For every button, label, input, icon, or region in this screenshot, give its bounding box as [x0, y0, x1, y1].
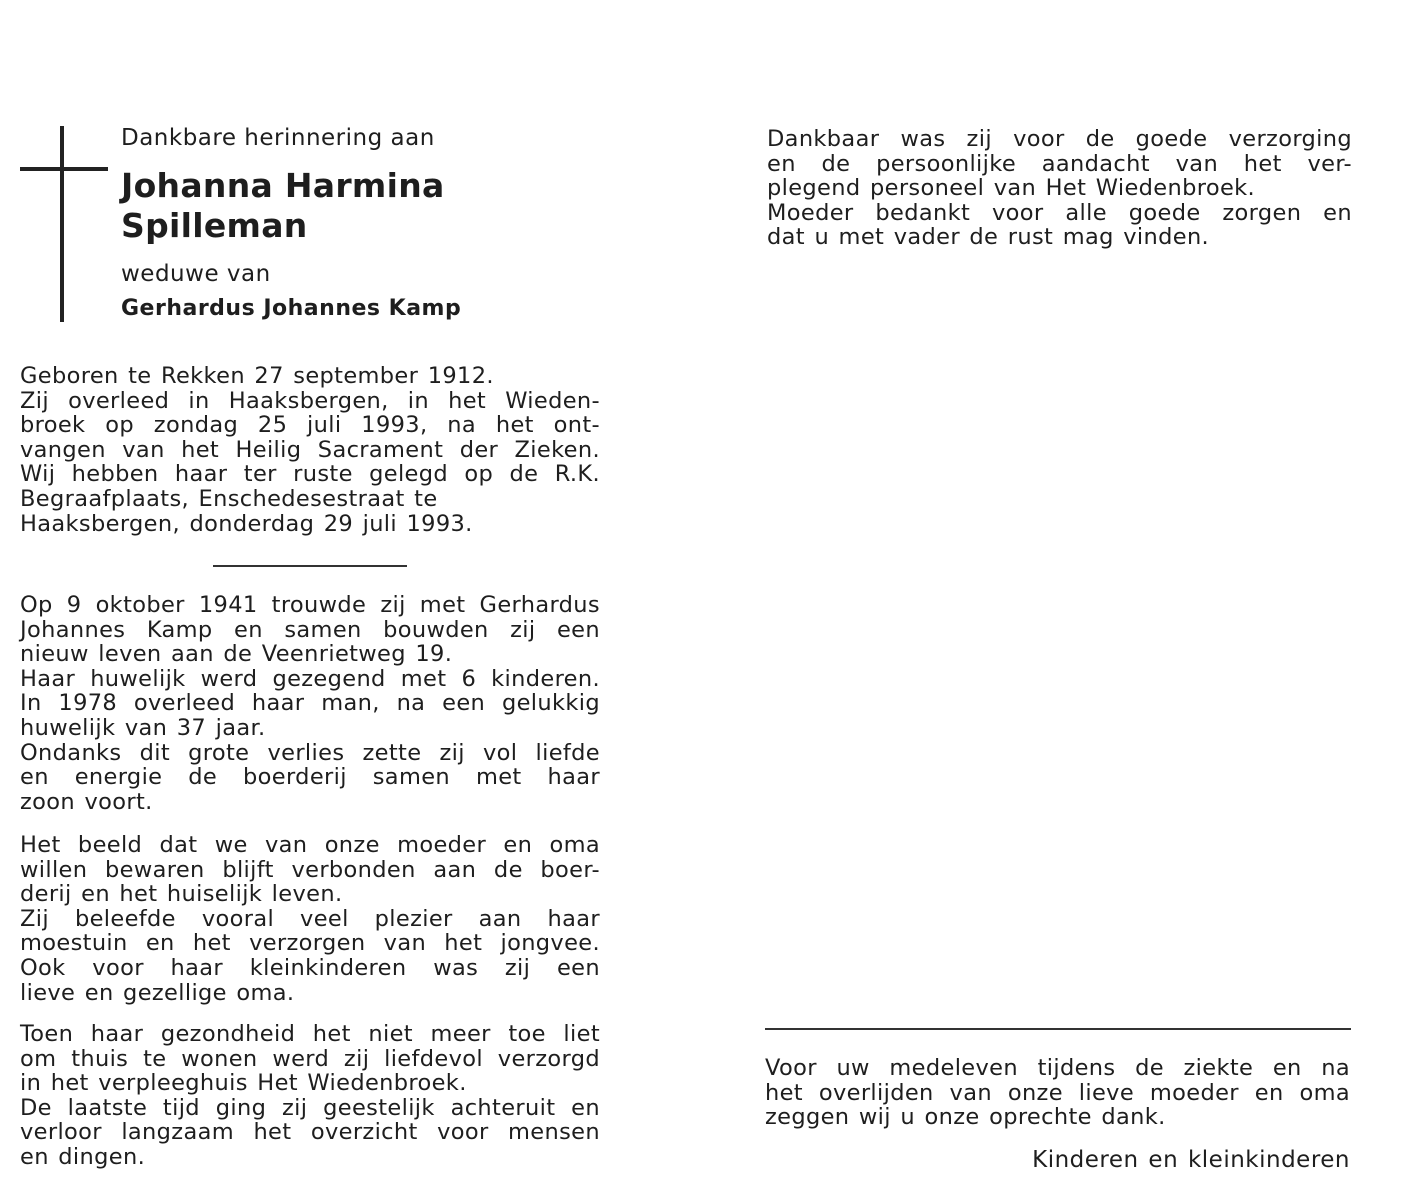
text-line: Het beeld dat we van onze moeder en oma [20, 832, 600, 858]
text-line: en dingen. [20, 1143, 146, 1170]
text-line: Zij overleed in Haaksbergen, in het Wieden- [20, 387, 600, 414]
paragraph-birth-death [20, 364, 600, 536]
text-line: en energie de boerderij samen met haar [20, 764, 600, 791]
text-line: zoon voort. [20, 788, 153, 815]
text-line: derij en het huiselijk leven. [20, 881, 343, 908]
text-line: In 1978 overleed haar man, na een gelukkig [20, 690, 600, 717]
text-line: Op 9 oktober 1941 trouwde zij met Gerhardus [20, 592, 600, 618]
text-line: plegend personeel van Het Wiedenbroek. [767, 175, 1256, 202]
text-line: huwelijk van 37 jaar. [20, 714, 266, 741]
intro-text: Dankbare herinnering aan [121, 125, 435, 151]
text-line: Johannes Kamp en samen bouwden zij een [20, 616, 600, 643]
text-line: Geboren te Rekken 27 september 1912. [20, 363, 494, 389]
deceased-name-line-2: Spilleman [121, 206, 308, 245]
short-divider [213, 565, 407, 567]
paragraph-memories [20, 833, 600, 1005]
text-line: verloor langzaam het overzicht voor mensen [20, 1119, 600, 1146]
text-line: Haar huwelijk werd gezegend met 6 kinderen. [20, 665, 600, 692]
text-line: De laatste tijd ging zij geestelijk achteruit en [20, 1094, 600, 1121]
text-line: broek op zondag 25 juli 1993, na het ont- [20, 412, 600, 439]
text-line: Haaksbergen, donderdag 29 juli 1993. [20, 510, 473, 537]
text-line: Voor uw medeleven tijdens de ziekte en na [765, 1055, 1350, 1081]
memorial-header [121, 122, 461, 324]
paragraph-marriage [20, 593, 600, 814]
text-line: moestuin en het verzorgen van het jongvee. [20, 930, 600, 957]
text-line: Moeder bedankt voor alle goede zorgen en [767, 199, 1352, 226]
text-line: Dankbaar was zij voor de goede verzorging [767, 126, 1352, 152]
widow-label: weduwe van [121, 261, 271, 287]
text-line: in het verpleeghuis Het Wiedenbroek. [20, 1070, 467, 1097]
text-line: nieuw leven aan de Veenrietweg 19. [20, 641, 453, 668]
text-line: zeggen wij u onze oprechte dank. [765, 1104, 1166, 1131]
text-line: dat u met vader de rust mag vinden. [767, 224, 1210, 251]
text-line: Zij beleefde vooral veel plezier aan haar [20, 905, 600, 932]
husband-name: Gerhardus Johannes Kamp [121, 296, 462, 321]
text-line: Toen haar gezondheid het niet meer toe liet [20, 1021, 600, 1047]
text-line: Ook voor haar kleinkinderen was zij een [20, 954, 600, 981]
deceased-name-line-1: Johanna Harmina [121, 166, 445, 205]
text-line: Begraafplaats, Enschedesestraat te [20, 485, 438, 512]
text-line: Ondanks dit grote verlies zette zij vol liefde [20, 739, 600, 766]
paragraph-final-years [20, 1022, 600, 1170]
text-line: Wij hebben haar ter ruste gelegd op de R.K. [20, 461, 600, 488]
text-line: willen bewaren blijft verbonden aan de boer- [20, 856, 600, 883]
paragraph-gratitude-care [767, 127, 1352, 250]
text-line: om thuis te wonen werd zij liefdevol verzorgd [20, 1045, 600, 1072]
long-divider [765, 1028, 1351, 1030]
paragraph-thanks [765, 1056, 1350, 1130]
text-line: het overlijden van onze lieve moeder en oma [765, 1079, 1350, 1106]
signoff: Kinderen en kleinkinderen [1032, 1147, 1350, 1173]
cross-vertical-bar [60, 126, 64, 322]
text-line: en de persoonlijke aandacht van het ver- [767, 150, 1352, 177]
text-line: vangen van het Heilig Sacrament der Zieken. [20, 436, 600, 463]
text-line: lieve en gezellige oma. [20, 979, 295, 1006]
deceased-name [121, 166, 461, 246]
cross-horizontal-bar [20, 167, 108, 171]
